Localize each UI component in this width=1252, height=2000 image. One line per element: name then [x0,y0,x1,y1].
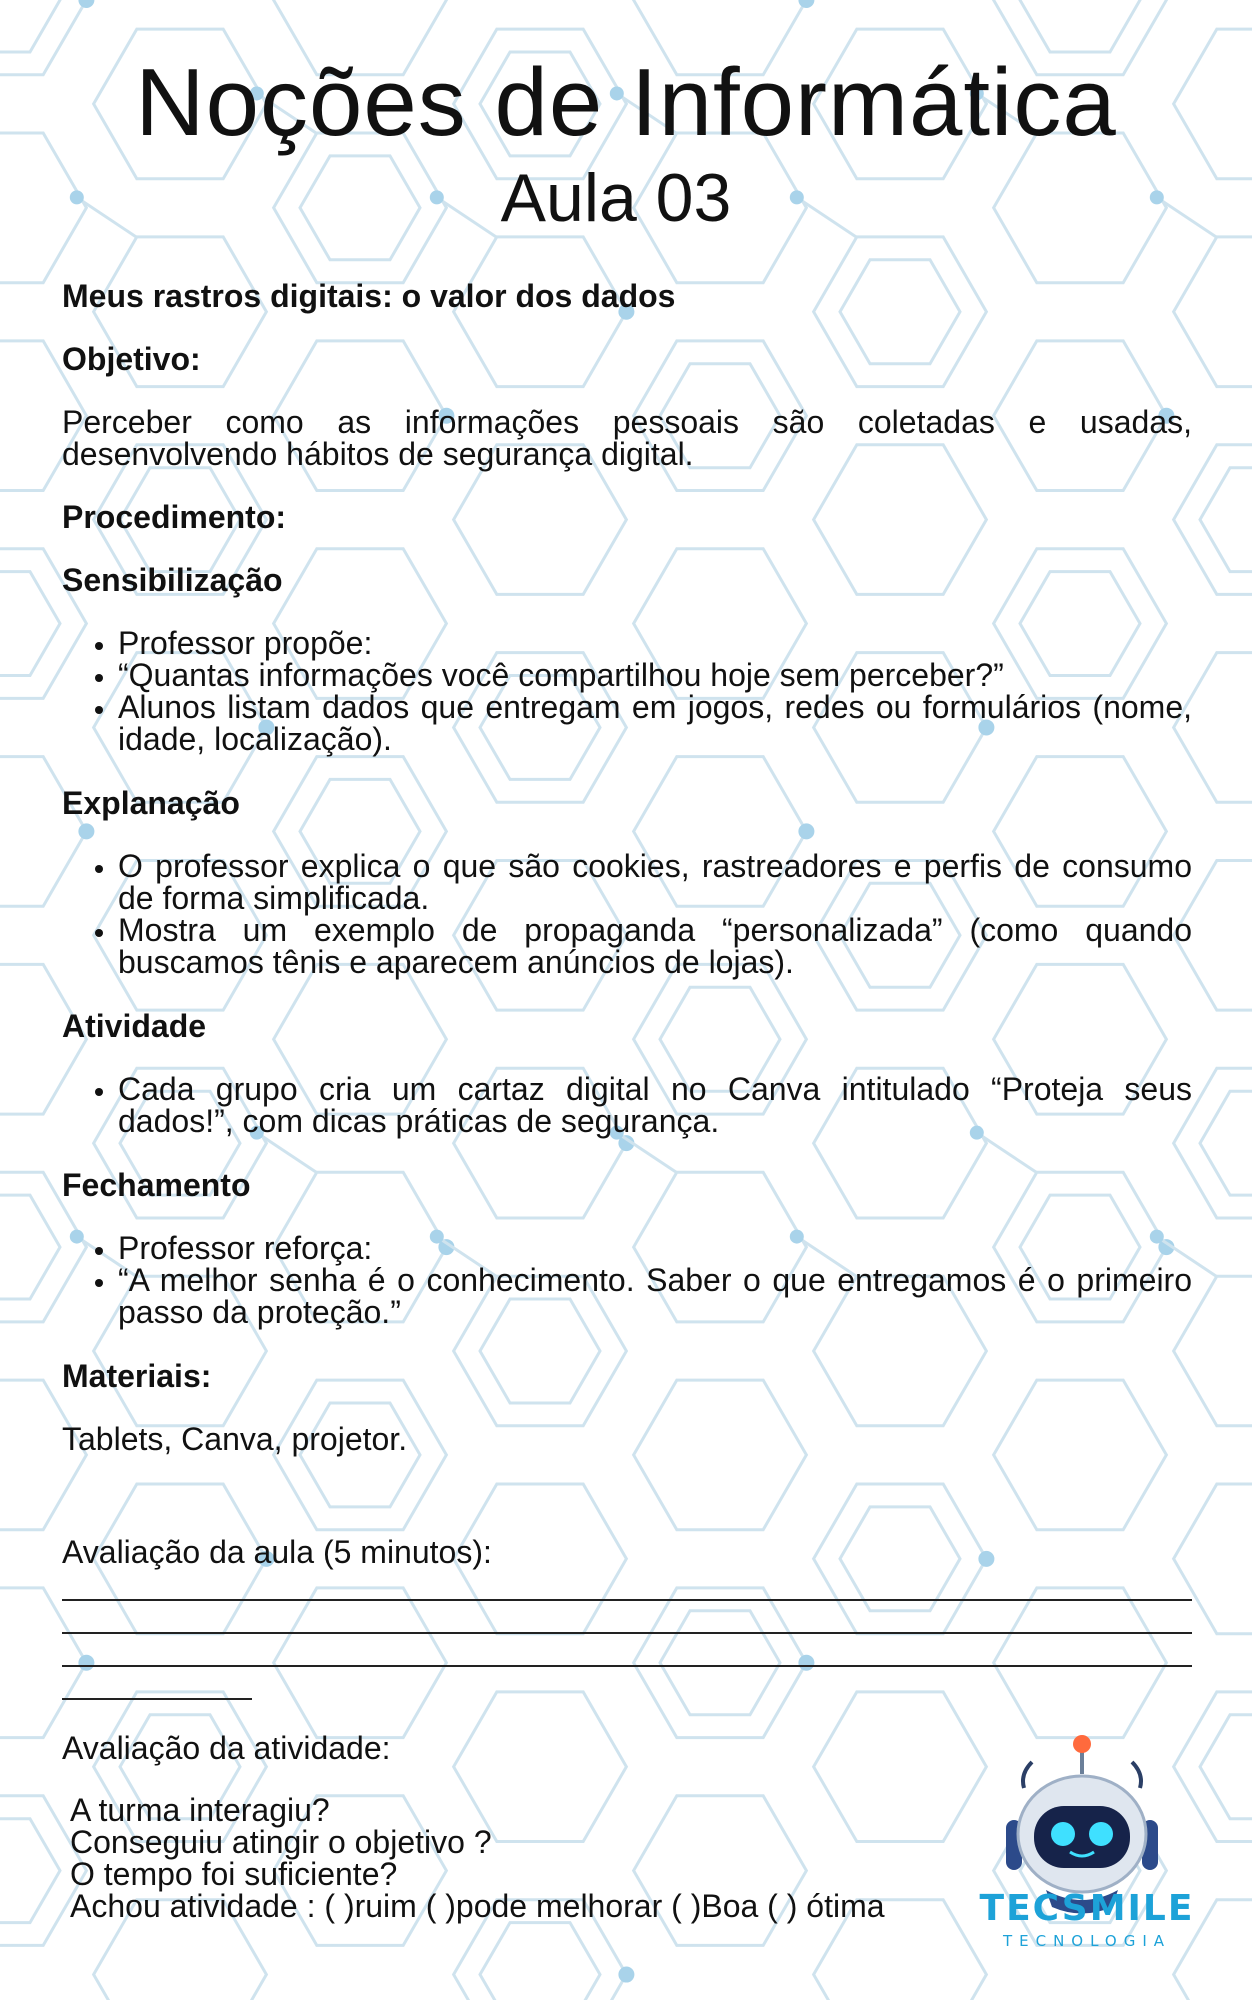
section-heading: Sensibilização [62,562,283,598]
page-title: Noções de Informática [135,49,1117,156]
list-item: • Alunos listam dados que entregam em jogos, redes ou formulários (nome, idade, localização). [118,691,1192,755]
brand-name: TECSMILE [979,1888,1195,1929]
section-heading: Atividade [62,1008,207,1044]
section-list [62,1073,1192,1137]
list-item: • O professor explica o que são cookies, rastreadores e perfis de consumo de forma simplificada. [118,850,1192,914]
question-item: Conseguiu atingir o objetivo ? [70,1824,492,1860]
writing-line [62,1667,252,1700]
question-item: Achou atividade : ( )ruim ( )pode melhorar ( )Boa ( ) ótima [70,1888,885,1924]
list-item: • Cada grupo cria um cartaz digital no Canva intitulado “Proteja seus dados!”, com dicas práticas de segurança. [118,1073,1192,1137]
lesson-topic: Meus rastros digitais: o valor dos dados [62,278,676,314]
lesson-content [62,280,1192,1486]
list-item: • Mostra um exemplo de propaganda “personalizada” (como quando buscamos tênis e aparecem anúncios de lojas). [118,914,1192,978]
list-item: • “Quantas informações você compartilhou hoje sem perceber?” [118,659,1192,691]
brand-tagline: TECNOLOGIA [1002,1932,1172,1950]
materials-text: Tablets, Canva, projetor. [62,1421,408,1457]
section-list [62,1232,1192,1328]
section-heading: Explanação [62,785,240,821]
writing-line [62,1568,1192,1601]
procedure-heading: Procedimento: [62,499,287,535]
materials-heading: Materiais: [62,1358,212,1394]
writing-line [62,1634,1192,1667]
section-fechamento [62,1169,1192,1328]
section-explanacao [62,787,1192,978]
section-sensibilizacao [62,564,1192,755]
question-item: O tempo foi suficiente? [70,1856,398,1892]
lesson-eval-label: Avaliação da aula (5 minutos): [62,1534,492,1570]
objective-text: Perceber como as informações pessoais são coletadas e usadas, desenvolvendo hábitos de segurança digital. [62,404,1192,472]
list-item: • Professor propõe: [118,627,1192,659]
activity-eval-label: Avaliação da atividade: [62,1730,391,1766]
question-item: A turma interagiu? [70,1792,330,1828]
list-item: • “A melhor senha é o conhecimento. Saber o que entregamos é o primeiro passo da proteção.” [118,1264,1192,1328]
section-list [62,850,1192,978]
list-item: • Professor reforça: [118,1232,1192,1264]
lesson-number: Aula 03 [500,160,732,236]
objective-heading: Objetivo: [62,341,201,377]
evaluation-questions [70,1794,885,1922]
writing-line [62,1601,1192,1634]
section-heading: Fechamento [62,1167,251,1203]
section-list [62,627,1192,755]
section-atividade [62,1010,1192,1137]
